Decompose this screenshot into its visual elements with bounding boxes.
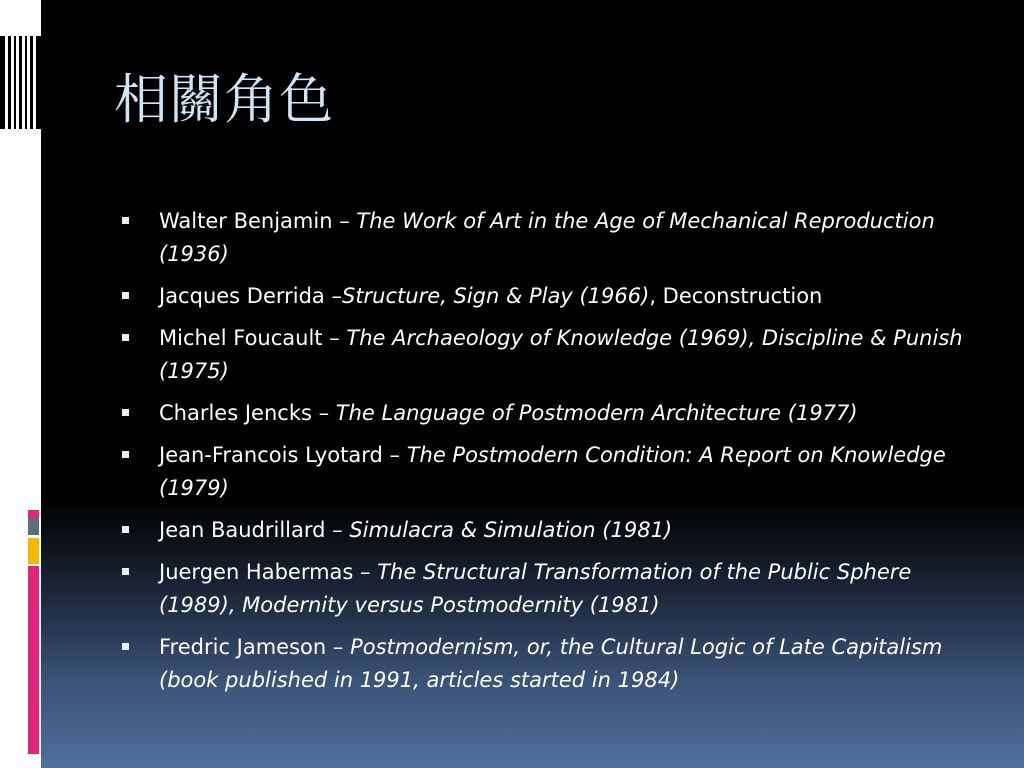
stripe-bar	[25, 36, 27, 129]
vertical-stripes-decoration	[0, 0, 41, 130]
list-item	[118, 556, 968, 622]
bullet-square-icon	[122, 292, 129, 299]
bullet-person-name: Juergen Habermas –	[159, 560, 378, 584]
bullet-work-title: The Work of Art in the Age of Mechanical Reproduction (1936)	[159, 209, 935, 266]
bullet-work-title: The Language of Postmodern Architecture (1977)	[335, 401, 858, 425]
list-item	[118, 280, 968, 313]
list-item	[118, 514, 968, 547]
stripe-bar	[19, 36, 22, 129]
bullet-work-title: The Postmodern Condition: A Report on Knowledge (1979)	[159, 443, 946, 500]
bullet-work-title: The Structural Transformation of the Public Sphere (1989), Modernity versus Postmodernity (1981)	[159, 560, 912, 617]
bullet-person-name: Michel Foucault –	[159, 326, 347, 350]
bullet-person-name: Charles Jencks –	[159, 401, 336, 425]
bullet-square-icon	[122, 451, 129, 458]
list-item	[118, 397, 968, 430]
stripe-bar	[0, 36, 5, 129]
bullet-square-icon	[122, 217, 129, 224]
bullet-square-icon	[122, 526, 129, 533]
bullet-square-icon	[122, 334, 129, 341]
bullet-square-icon	[122, 643, 129, 650]
slide-title: 相關角色	[114, 68, 334, 131]
bullet-work-title: Structure, Sign & Play (1966)	[341, 284, 650, 308]
accent-bar-gray	[28, 518, 39, 535]
bullet-work-title: The Archaeology of Knowledge (1969), Discipline & Punish (1975)	[159, 326, 963, 383]
accent-bar-magenta	[28, 510, 39, 518]
accent-bar-gold	[28, 538, 39, 564]
bullet-person-name: Walter Benjamin –	[159, 209, 357, 233]
bullet-person-name: Jean-Francois Lyotard –	[159, 443, 407, 467]
bullet-person-name: Jean Baudrillard –	[159, 518, 350, 542]
bullet-square-icon	[122, 409, 129, 416]
bullet-work-title: Simulacra & Simulation (1981)	[349, 518, 673, 542]
stripe-bar	[14, 36, 16, 129]
stripe-bar	[36, 36, 41, 129]
bullet-extra-text: , Deconstruction	[649, 284, 823, 308]
list-item	[118, 631, 968, 697]
list-item	[118, 205, 968, 271]
list-item	[118, 439, 968, 505]
list-item	[118, 322, 968, 388]
stripe-bar	[8, 36, 11, 129]
bullet-person-name: Jacques Derrida –	[159, 284, 342, 308]
bullet-person-name: Fredric Jameson –	[159, 635, 351, 659]
bullet-work-title: Postmodernism, or, the Cultural Logic of Late Capitalism (book published in 1991, articles started in 1984)	[159, 635, 943, 692]
accent-bar-magenta-long	[28, 566, 39, 754]
bullet-square-icon	[122, 568, 129, 575]
bullet-list	[118, 205, 968, 706]
stripe-bar	[30, 36, 33, 129]
